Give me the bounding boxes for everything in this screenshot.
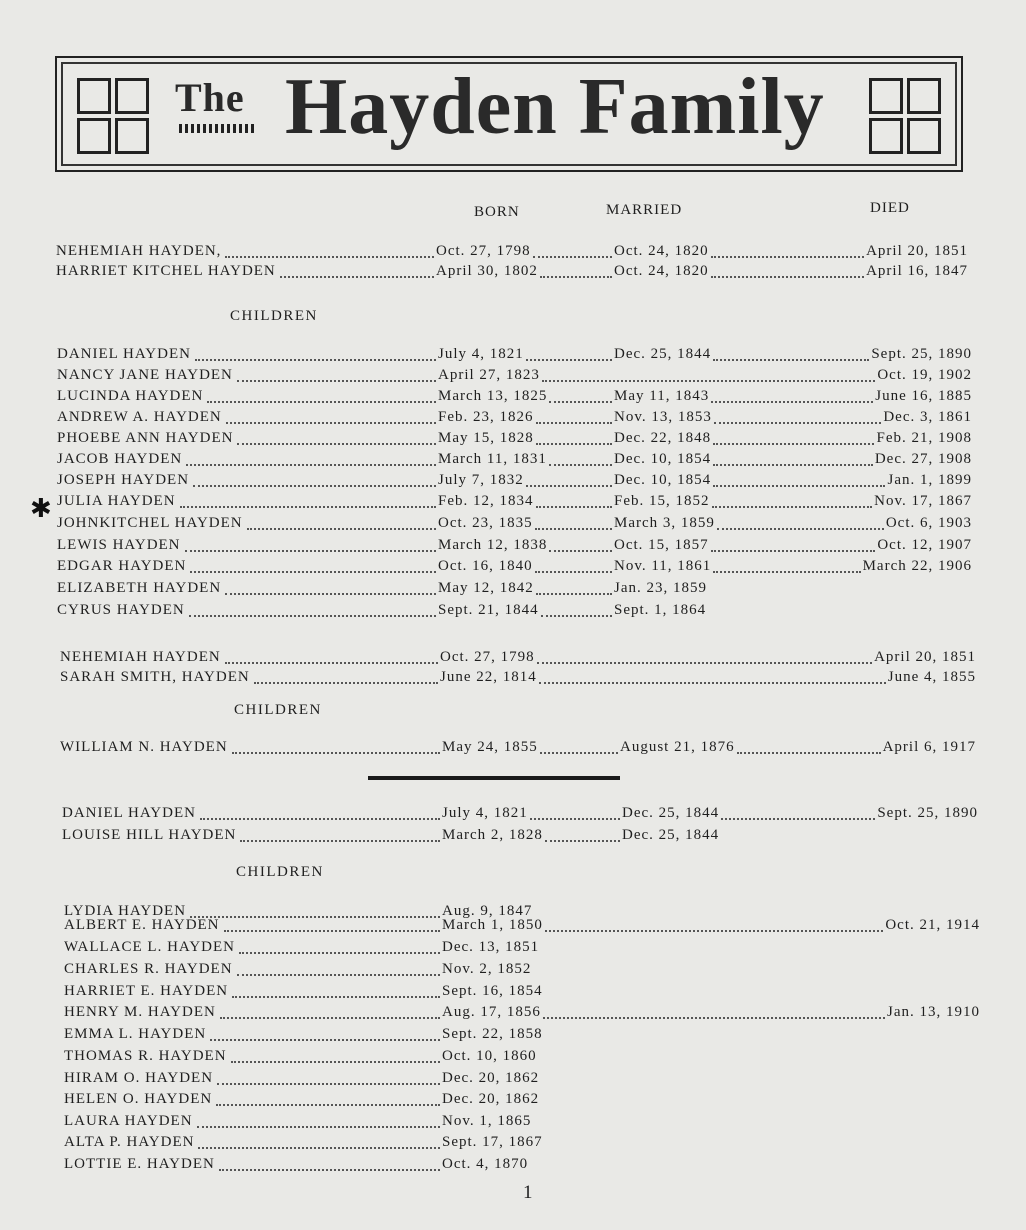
row-born: Oct. 23, 1835 [438, 515, 533, 531]
row-married: Nov. 13, 1853 [614, 409, 712, 425]
dot-leader [526, 485, 612, 487]
row-died: April 6, 1917 [882, 739, 976, 755]
row-married: Oct. 24, 1820 [614, 263, 709, 279]
dot-leader [280, 276, 434, 278]
dot-leader [540, 752, 618, 754]
row-born: Oct. 16, 1840 [438, 558, 533, 574]
dot-leader [721, 818, 875, 820]
page-title: Hayden Family [285, 63, 825, 151]
row-born: April 30, 1802 [436, 263, 538, 279]
row-name: JULIA HAYDEN [57, 493, 176, 509]
row-born: Dec. 20, 1862 [442, 1091, 540, 1107]
dot-leader [535, 571, 612, 573]
row-name: SARAH SMITH, HAYDEN [60, 669, 250, 685]
dot-leader [536, 443, 612, 445]
row-born: Oct. 4, 1870 [442, 1156, 529, 1172]
row-born: Oct. 27, 1798 [436, 243, 531, 259]
dot-leader [225, 662, 438, 664]
dot-leader [541, 615, 612, 617]
section-label-children: CHILDREN [230, 308, 318, 324]
row-name: JOHNKITCHEL HAYDEN [57, 515, 243, 531]
row-name: ALTA P. HAYDEN [64, 1134, 195, 1150]
dot-leader [711, 550, 875, 552]
dot-leader [207, 401, 436, 403]
row-married: Jan. 23, 1859 [614, 580, 707, 596]
dot-leader [536, 593, 612, 595]
row-died: Oct. 12, 1907 [877, 537, 972, 553]
row-born: April 27, 1823 [438, 367, 540, 383]
row-name: WALLACE L. HAYDEN [64, 939, 236, 955]
row-born: Sept. 21, 1844 [438, 602, 539, 618]
dot-leader [217, 1083, 440, 1085]
row-name: EDGAR HAYDEN [57, 558, 187, 574]
dot-leader [713, 464, 873, 466]
row-married: Dec. 25, 1844 [622, 827, 720, 843]
dot-leader [737, 752, 881, 754]
dot-leader [239, 952, 440, 954]
row-died: April 20, 1851 [874, 649, 976, 665]
row-born: March 11, 1831 [438, 451, 547, 467]
dot-leader [711, 401, 873, 403]
row-born: July 4, 1821 [438, 346, 524, 362]
row-name: ALBERT E. HAYDEN [64, 917, 220, 933]
row-died: Oct. 6, 1903 [885, 515, 972, 531]
dot-leader [240, 840, 440, 842]
row-name: HIRAM O. HAYDEN [64, 1070, 214, 1086]
row-born: March 2, 1828 [442, 827, 543, 843]
dot-leader [533, 256, 612, 258]
row-name: HARRIET E. HAYDEN [64, 983, 229, 999]
dot-leader [713, 359, 869, 361]
row-name: NEHEMIAH HAYDEN [60, 649, 221, 665]
row-married: Oct. 15, 1857 [614, 537, 709, 553]
dot-leader [193, 485, 436, 487]
column-header-born: BORN [474, 204, 520, 220]
title-banner [55, 56, 963, 172]
row-died: Feb. 21, 1908 [876, 430, 972, 446]
dot-leader [539, 682, 886, 684]
dot-leader [237, 380, 436, 382]
row-married: Sept. 1, 1864 [614, 602, 707, 618]
dot-leader [542, 380, 875, 382]
row-name: HARRIET KITCHEL HAYDEN [56, 263, 276, 279]
row-died: April 20, 1851 [866, 243, 968, 259]
row-born: Nov. 2, 1852 [442, 961, 532, 977]
row-died: Oct. 21, 1914 [885, 917, 980, 933]
row-born: Oct. 27, 1798 [440, 649, 535, 665]
dot-leader [216, 1104, 440, 1106]
row-born: Aug. 9, 1847 [442, 903, 533, 919]
row-died: Sept. 25, 1890 [877, 805, 978, 821]
dot-leader [225, 593, 436, 595]
dot-leader [535, 528, 612, 530]
row-married: Dec. 10, 1854 [614, 472, 712, 488]
dot-leader [549, 550, 612, 552]
dot-leader [219, 1169, 440, 1171]
dot-leader [226, 422, 436, 424]
dot-leader [536, 422, 612, 424]
page-number: 1 [523, 1182, 534, 1203]
row-married: March 3, 1859 [614, 515, 715, 531]
dot-leader [232, 996, 440, 998]
row-born: July 4, 1821 [442, 805, 528, 821]
row-died: Jan. 1, 1899 [887, 472, 972, 488]
row-died: Dec. 3, 1861 [883, 409, 972, 425]
dot-leader [237, 443, 436, 445]
row-died: March 22, 1906 [862, 558, 972, 574]
dot-leader [540, 276, 612, 278]
dot-leader [717, 528, 884, 530]
dot-leader [180, 506, 436, 508]
dot-leader [712, 506, 872, 508]
row-born: May 15, 1828 [438, 430, 534, 446]
dot-leader [530, 818, 620, 820]
dot-leader [231, 1061, 440, 1063]
dot-leader [210, 1039, 440, 1041]
dot-leader [549, 464, 612, 466]
row-name: WILLIAM N. HAYDEN [60, 739, 228, 755]
row-born: May 24, 1855 [442, 739, 538, 755]
dot-leader [543, 1017, 885, 1019]
dot-leader [220, 1017, 440, 1019]
asterisk-mark: ✱ [30, 494, 52, 523]
row-name: HENRY M. HAYDEN [64, 1004, 216, 1020]
window-grid-icon [77, 78, 149, 154]
dot-leader [536, 506, 612, 508]
row-married: Feb. 15, 1852 [614, 493, 710, 509]
dot-leader [185, 550, 436, 552]
row-born: Sept. 17, 1867 [442, 1134, 543, 1150]
row-born: Sept. 16, 1854 [442, 983, 543, 999]
row-born: March 1, 1850 [442, 917, 543, 933]
row-married: Dec. 25, 1844 [622, 805, 720, 821]
dot-leader [713, 443, 874, 445]
window-grid-icon [869, 78, 941, 154]
row-married: Dec. 22, 1848 [614, 430, 712, 446]
row-married: August 21, 1876 [620, 739, 735, 755]
row-married: May 11, 1843 [614, 388, 710, 404]
row-name: LOTTIE E. HAYDEN [64, 1156, 215, 1172]
row-name: LOUISE HILL HAYDEN [62, 827, 237, 843]
dot-leader [224, 930, 440, 932]
column-header-married: MARRIED [606, 202, 683, 218]
dot-leader [200, 818, 440, 820]
row-name: CYRUS HAYDEN [57, 602, 185, 618]
dot-leader [198, 1147, 440, 1149]
row-died: Nov. 17, 1867 [874, 493, 972, 509]
dot-leader [190, 571, 436, 573]
section-label-children: CHILDREN [234, 702, 322, 718]
row-name: THOMAS R. HAYDEN [64, 1048, 227, 1064]
row-name: JOSEPH HAYDEN [57, 472, 190, 488]
column-header-died: DIED [870, 200, 910, 216]
row-born: Feb. 23, 1826 [438, 409, 534, 425]
row-married: Oct. 24, 1820 [614, 243, 709, 259]
row-married: Dec. 10, 1854 [614, 451, 712, 467]
row-name: LUCINDA HAYDEN [57, 388, 204, 404]
dot-leader [189, 615, 436, 617]
row-born: Feb. 12, 1834 [438, 493, 534, 509]
dot-leader [713, 571, 861, 573]
row-died: Oct. 19, 1902 [877, 367, 972, 383]
row-name: ELIZABETH HAYDEN [57, 580, 222, 596]
row-died: Sept. 25, 1890 [871, 346, 972, 362]
row-name: HELEN O. HAYDEN [64, 1091, 213, 1107]
row-died: Dec. 27, 1908 [874, 451, 972, 467]
dot-leader [545, 840, 620, 842]
row-name: DANIEL HAYDEN [57, 346, 191, 362]
dot-leader [232, 752, 440, 754]
row-name: CHARLES R. HAYDEN [64, 961, 233, 977]
row-name: ANDREW A. HAYDEN [57, 409, 222, 425]
dot-leader [545, 930, 883, 932]
dot-leader [190, 916, 440, 918]
row-born: June 22, 1814 [440, 669, 537, 685]
row-born: Dec. 13, 1851 [442, 939, 540, 955]
dot-leader [526, 359, 612, 361]
row-died: June 4, 1855 [887, 669, 976, 685]
row-married: Dec. 25, 1844 [614, 346, 712, 362]
row-name: NEHEMIAH HAYDEN, [56, 243, 222, 259]
row-born: March 13, 1825 [438, 388, 548, 404]
dot-leader [537, 662, 872, 664]
row-married: Nov. 11, 1861 [614, 558, 712, 574]
row-born: March 12, 1838 [438, 537, 548, 553]
dot-leader [237, 974, 440, 976]
dot-leader [186, 464, 436, 466]
dot-leader [254, 682, 438, 684]
row-died: Jan. 13, 1910 [887, 1004, 980, 1020]
dot-leader [197, 1126, 440, 1128]
dot-leader [549, 401, 612, 403]
row-name: LEWIS HAYDEN [57, 537, 181, 553]
row-born: Dec. 20, 1862 [442, 1070, 540, 1086]
row-born: Aug. 17, 1856 [442, 1004, 541, 1020]
dot-leader [225, 256, 434, 258]
dot-leader [711, 276, 864, 278]
dot-leader [713, 485, 885, 487]
row-born: Sept. 22, 1858 [442, 1026, 543, 1042]
row-died: April 16, 1847 [866, 263, 968, 279]
row-name: JACOB HAYDEN [57, 451, 183, 467]
row-name: DANIEL HAYDEN [62, 805, 196, 821]
row-name: EMMA L. HAYDEN [64, 1026, 207, 1042]
dot-leader [195, 359, 436, 361]
decorative-bars [179, 124, 255, 133]
row-born: Oct. 10, 1860 [442, 1048, 537, 1064]
row-died: June 16, 1885 [875, 388, 972, 404]
row-name: NANCY JANE HAYDEN [57, 367, 233, 383]
row-name: LYDIA HAYDEN [64, 903, 187, 919]
dot-leader [711, 256, 864, 258]
row-born: Nov. 1, 1865 [442, 1113, 532, 1129]
dot-leader [247, 528, 436, 530]
row-born: May 12, 1842 [438, 580, 534, 596]
row-name: PHOEBE ANN HAYDEN [57, 430, 234, 446]
section-divider [368, 776, 620, 780]
row-name: LAURA HAYDEN [64, 1113, 193, 1129]
row-born: July 7, 1832 [438, 472, 524, 488]
title-article: The [175, 75, 245, 120]
section-label-children: CHILDREN [236, 864, 324, 880]
dot-leader [714, 422, 881, 424]
